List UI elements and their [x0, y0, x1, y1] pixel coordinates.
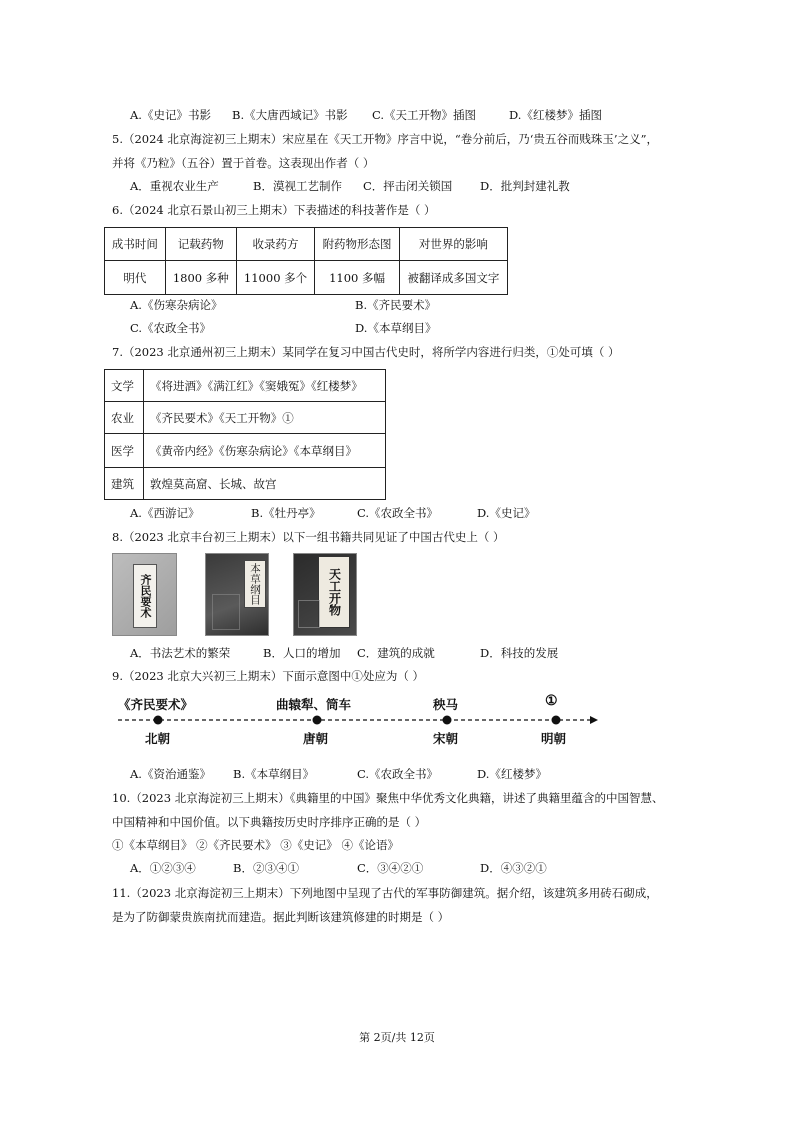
book-illustration — [212, 594, 240, 630]
q11-stem-line1: 11.（2023 北京海淀初三上期末）下列地图中呈现了古代的军事防御建筑。据介绍，该建筑多用砖石砌成， — [112, 886, 658, 900]
q4-option-b: B.《大唐西域记》书影 — [232, 108, 348, 122]
q10-items: ①《本草纲目》 ②《齐民要术》 ③《史记》 ④《论语》 — [112, 838, 399, 852]
q6-header-cell: 收录药方 — [236, 228, 315, 261]
q7-content: 《黄帝内经》《伤寒杂病论》《本草纲目》 — [144, 434, 386, 468]
timeline-dynasty-3: 宋朝 — [433, 731, 459, 746]
book-title-label: 齐民要术 — [133, 564, 157, 628]
timeline-event-2: 曲辕犁、筒车 — [276, 697, 352, 712]
book-title-label: 本草纲目 — [244, 560, 266, 608]
q8-stem: 8.（2023 北京丰台初三上期末）以下一组书籍共同见证了中国古代史上（ ） — [112, 530, 505, 544]
q5-stem-line2: 并将《乃粒》（五谷）置于首卷。这表现出作者（ ） — [112, 156, 375, 170]
q5-option-b: B．漠视工艺制作 — [253, 179, 342, 193]
timeline-dynasty-4: 明朝 — [541, 731, 567, 746]
q10-option-d: D．④③②① — [480, 861, 547, 875]
timeline-axis — [112, 712, 602, 728]
q6-option-c: C.《农政全书》 — [130, 321, 212, 335]
q6-data-cell: 被翻译成多国文字 — [399, 261, 507, 295]
q9-option-a: A.《资治通鉴》 — [130, 767, 211, 781]
q9-option-c: C.《农政全书》 — [357, 767, 439, 781]
q7-option-c: C.《农政全书》 — [357, 506, 439, 520]
q5-option-d: D．批判封建礼教 — [480, 179, 570, 193]
page-footer: 第 2页/共 12页 — [359, 1031, 435, 1044]
q6-data-cell: 11000 多个 — [236, 261, 315, 295]
timeline-dynasty-1: 北朝 — [145, 731, 171, 746]
q6-data-cell: 1100 多幅 — [315, 261, 399, 295]
timeline-event-4: ① — [545, 693, 558, 709]
q6-option-a: A.《伤寒杂病论》 — [130, 298, 223, 312]
book-cover-qimin-yaoshu — [112, 553, 177, 636]
q10-stem-line1: 10.（2023 北京海淀初三上期末）《典籍里的中国》聚焦中华优秀文化典籍，讲述了典籍里蕴含的中国智慧、 — [112, 791, 664, 805]
q7-category: 医学 — [105, 434, 144, 468]
q7-content: 敦煌莫高窟、长城、故宫 — [144, 468, 386, 500]
q5-option-a: A．重视农业生产 — [130, 179, 219, 193]
q7-stem: 7.（2023 北京通州初三上期末）某同学在复习中国古代史时，将所学内容进行归类，①处可填（ ） — [112, 345, 620, 359]
q7-content: 《将进酒》《满江红》《窦娥冤》《红楼梦》 — [144, 370, 386, 402]
q5-stem-line1: 5.（2024 北京海淀初三上期末）宋应星在《天工开物》序言中说，“卷分前后，乃‘贵五谷而贱珠玉’之义”， — [112, 132, 658, 146]
q9-option-b: B.《本草纲目》 — [233, 767, 315, 781]
q7-option-d: D.《史记》 — [477, 506, 536, 520]
q8-option-b: B．人口的增加 — [263, 646, 341, 660]
q7-option-a: A.《西游记》 — [130, 506, 200, 520]
book-title-label: 天工开物 — [318, 556, 350, 628]
q7-content: 《齐民要术》《天工开物》① — [144, 402, 386, 434]
book-cover-tiangong-kaiwu — [293, 553, 357, 636]
q6-header-cell: 附药物形态图 — [315, 228, 399, 261]
q6-header-cell: 对世界的影响 — [399, 228, 507, 261]
timeline-event-3: 秧马 — [433, 697, 459, 712]
q5-option-c: C．抨击闭关锁国 — [363, 179, 453, 193]
q6-header-cell: 成书时间 — [105, 228, 166, 261]
q7-category: 建筑 — [105, 468, 144, 500]
q8-option-a: A．书法艺术的繁荣 — [130, 646, 231, 660]
q10-option-b: B．②③④① — [233, 861, 299, 875]
book-illustration — [298, 600, 320, 628]
q10-stem-line2: 中国精神和中国价值。以下典籍按历史时序排序正确的是（ ） — [112, 815, 427, 829]
q4-option-d: D.《红楼梦》插图 — [509, 108, 602, 122]
q6-option-d: D.《本草纲目》 — [355, 321, 437, 335]
q8-option-d: D．科技的发展 — [480, 646, 559, 660]
q11-stem-line2: 是为了防御蒙贵族南扰而建造。据此判断该建筑修建的时期是（ ） — [112, 910, 450, 924]
q7-option-b: B.《牡丹亭》 — [251, 506, 321, 520]
q7-table — [104, 369, 386, 500]
q7-category: 农业 — [105, 402, 144, 434]
q4-option-a: A.《史记》书影 — [130, 108, 211, 122]
q4-option-c: C.《天工开物》插图 — [372, 108, 477, 122]
q6-data-cell: 明代 — [105, 261, 166, 295]
book-cover-bencao-gangmu — [205, 553, 269, 636]
q10-option-a: A．①②③④ — [130, 861, 196, 875]
q9-stem: 9.（2023 北京大兴初三上期末）下面示意图中①处应为（ ） — [112, 669, 425, 683]
q6-option-b: B.《齐民要术》 — [355, 298, 437, 312]
timeline-dynasty-2: 唐朝 — [303, 731, 329, 746]
q8-option-c: C．建筑的成就 — [357, 646, 435, 660]
q7-category: 文学 — [105, 370, 144, 402]
q6-data-cell: 1800 多种 — [165, 261, 236, 295]
q6-table — [104, 227, 508, 295]
q6-stem: 6.（2024 北京石景山初三上期末）下表描述的科技著作是（ ） — [112, 203, 436, 217]
timeline-event-1: 《齐民要术》 — [118, 697, 194, 712]
q9-option-d: D.《红楼梦》 — [477, 767, 547, 781]
q10-option-c: C．③④②① — [357, 861, 424, 875]
q6-header-cell: 记载药物 — [165, 228, 236, 261]
